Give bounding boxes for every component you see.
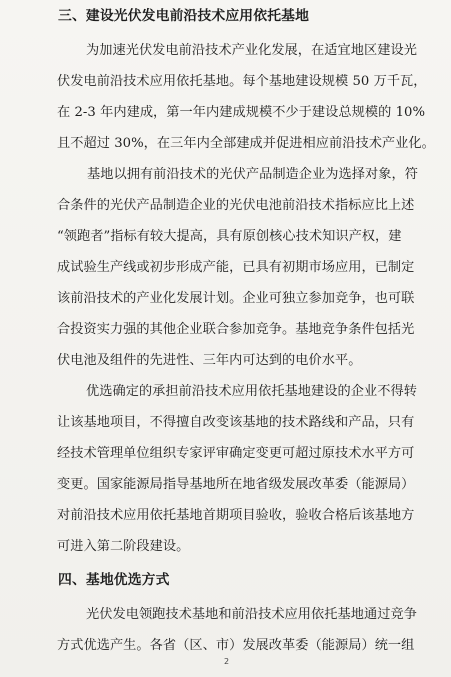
paragraph-3-line-6: 可进入第二阶段建设。 xyxy=(57,539,190,554)
paragraph-4-line-1: 光伏发电领跑技术基地和前沿技术应用依托基地通过竞争 xyxy=(86,607,417,622)
paragraph-2-line-6: 合投资实力强的其他企业联合参加竞争。基地竞争条件包括光 xyxy=(57,322,415,337)
paragraph-1-line-3: 在 2-3 年内建成，第一年内建成规模不少于建设总规模的 10% xyxy=(57,105,426,120)
paragraph-3-line-2: 让该基地项目，不得擅自改变该基地的技术路线和产品，只有 xyxy=(57,415,415,430)
section-heading-4: 四、基地优选方式 xyxy=(58,572,170,588)
paragraph-3-line-1: 优选确定的承担前沿技术应用依托基地建设的企业不得转 xyxy=(86,384,417,399)
paragraph-2-line-3: “领跑者”指标有较大提高，具有原创核心技术知识产权，建 xyxy=(57,229,402,244)
paragraph-2-line-5: 该前沿技术的产业化发展计划。企业可独立参加竞争，也可联 xyxy=(57,291,415,306)
paragraph-2-line-1: 基地以拥有前沿技术的光伏产品制造企业为选择对象，符 xyxy=(87,167,418,182)
paragraph-3-line-4: 变更。国家能源局指导基地所在地省级发展改革委（能源局） xyxy=(57,477,415,492)
section-heading-3: 三、建设光伏发电前沿技术应用依托基地 xyxy=(58,8,310,24)
paragraph-2-line-4: 成试验生产线或初步形成产能，已具有初期市场应用，已制定 xyxy=(57,260,415,275)
paragraph-1-line-4: 且不超过 30%，在三年内全部建成并促进相应前沿技术产业化。 xyxy=(57,136,435,151)
paragraph-3-line-3: 经技术管理单位组织专家评审确定变更可超过原技术水平方可 xyxy=(57,446,415,461)
paragraph-3-line-5: 对前沿技术应用依托基地首期项目验收，验收合格后该基地方 xyxy=(57,508,415,523)
paragraph-1-line-1: 为加速光伏发电前沿技术产业化发展，在适宜地区建设光 xyxy=(86,43,417,58)
paragraph-2-line-2: 合条件的光伏产品制造企业的光伏电池前沿技术指标应比上述 xyxy=(57,198,415,213)
paragraph-1-line-2: 伏发电前沿技术应用依托基地。每个基地建设规模 50 万千瓦， xyxy=(57,74,427,89)
page-number: 2 xyxy=(224,657,230,666)
paragraph-2-line-7: 伏电池及组件的先进性、三年内可达到的电价水平。 xyxy=(57,353,362,368)
paragraph-4-line-2: 方式优选产生。各省（区、市）发展改革委（能源局）统一组 xyxy=(57,638,415,653)
